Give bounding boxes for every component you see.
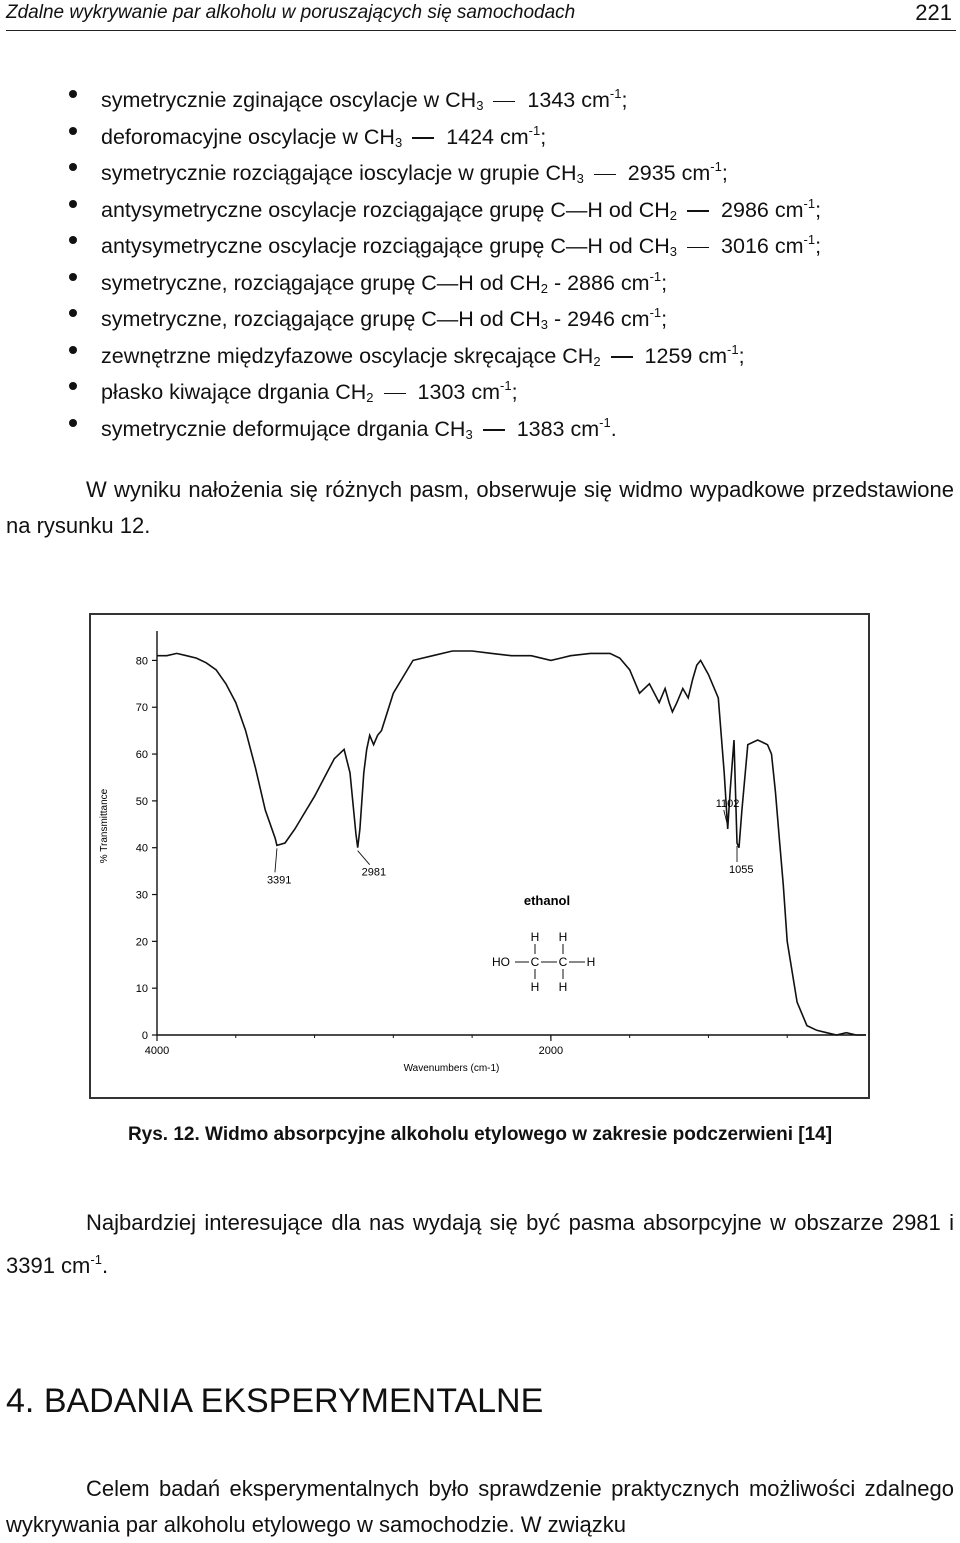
bullet-text: symetryczne, rozciągające grupę C—H od CH: [101, 307, 541, 331]
bullet-item: [0, 222, 960, 259]
bullet-item: [0, 259, 960, 296]
annotation-leader: [275, 848, 277, 872]
y-tick-label: 0: [141, 1030, 148, 1042]
section-number: 4.: [6, 1382, 35, 1420]
bullet-text: symetryczne, rozciągające grupę C—H od CH: [101, 270, 541, 295]
bullet-subscript: 3: [394, 134, 403, 150]
bullet-value: 3016 cm: [721, 234, 804, 258]
bullet-end: ;: [540, 124, 547, 149]
peak-annotations: [267, 798, 754, 886]
bullet-item: [0, 113, 960, 150]
atom-h: H: [530, 930, 540, 944]
bullet-text: symetrycznie rozciągające ioscylacje w grupie CH: [101, 161, 577, 185]
spectrum-series-line: [157, 651, 866, 1035]
annotation-label: 2981: [361, 866, 387, 879]
bullet-superscript: -1: [609, 86, 622, 101]
chart-axes: [99, 631, 866, 1074]
bullet-value: - 2946 cm: [553, 307, 650, 331]
bullet-item: [0, 186, 960, 223]
bullet-subscript: 3: [476, 98, 484, 113]
bullet-text: antysymetryczne oscylacje rozciągające grupę C—H od CH: [101, 197, 670, 222]
bullet-item: [0, 332, 960, 369]
y-tick-label: 40: [135, 842, 148, 855]
y-tick-label: 80: [135, 655, 148, 668]
y-tick-label: 70: [135, 702, 148, 715]
bullet-value: 2935 cm: [627, 161, 711, 185]
bullet-item: [0, 295, 960, 332]
atom-h: H: [530, 980, 540, 994]
bullet-superscript: -1: [500, 378, 512, 393]
annotation-label: 3391: [266, 874, 292, 887]
running-title: Zdalne wykrywanie par alkoholu w poruszających się samochodach: [6, 2, 576, 23]
y-tick-label: 30: [135, 889, 148, 902]
page-number: 221: [915, 0, 952, 25]
page-header: [6, 0, 956, 31]
dash-glyph: [483, 429, 505, 431]
bullet-value: 1424 cm: [446, 124, 529, 149]
bullet-value: 2986 cm: [721, 197, 804, 222]
dash-glyph: [611, 356, 633, 358]
paragraph-conclusion-end: .: [101, 1253, 109, 1278]
bullet-end: ;: [815, 234, 822, 258]
annotation-label: 1055: [729, 864, 754, 877]
bullet-subscript: 3: [669, 244, 678, 259]
bullet-text: płasko kiwające drgania CH: [101, 380, 367, 404]
bullet-item: [0, 368, 960, 405]
bullet-end: ;: [721, 161, 728, 185]
bullet-end: ;: [661, 307, 668, 331]
bullet-end: ;: [661, 270, 668, 295]
dash-glyph: [384, 393, 406, 395]
bullet-value: 1343 cm: [527, 88, 610, 112]
bullet-end: ;: [815, 197, 822, 222]
bullet-superscript: -1: [649, 305, 662, 320]
bullet-item: [0, 76, 960, 113]
atom-h: H: [586, 955, 596, 969]
bullet-subscript: 3: [540, 317, 548, 332]
y-tick-label: 10: [135, 983, 148, 996]
bullet-superscript: -1: [528, 122, 541, 138]
bullet-value: 1259 cm: [644, 343, 728, 368]
atom-h: H: [558, 980, 568, 994]
bullet-superscript: -1: [649, 268, 662, 284]
bullet-superscript: -1: [710, 159, 722, 174]
bullet-text: zewnętrzne międzyfazowe oscylacje skręcające CH: [101, 343, 594, 368]
paragraph-conclusion: [6, 1204, 954, 1284]
ir-spectrum-figure: [89, 613, 870, 1099]
bullet-subscript: 2: [593, 353, 601, 369]
bullet-superscript: -1: [727, 341, 739, 357]
annotation-label: 1102: [715, 797, 740, 810]
inset-title: ethanol: [523, 893, 571, 908]
bullet-text: antysymetryczne oscylacje rozciągające grupę C—H od CH: [101, 234, 670, 258]
bullet-subscript: 3: [465, 426, 473, 442]
atom-oh: HO: [492, 955, 510, 969]
bullet-end: .: [610, 416, 617, 441]
bullet-value: - 2886 cm: [553, 270, 650, 295]
paragraph-intro: W wyniku nałożenia się różnych pasm, obserwuje się widmo wypadkowe przedstawione na rysunku 12.: [6, 477, 954, 538]
paragraph-conclusion-text: Najbardziej interesujące dla nas wydają się być pasma absorpcyjne w obszarze 2981 i 3391 cm: [6, 1210, 954, 1278]
x-axis-label: Wavenumbers (cm-1): [403, 1063, 500, 1074]
figure-caption: Rys. 12. Widmo absorpcyjne alkoholu etylowego w zakresie podczerwieni [14]: [127, 1124, 833, 1145]
dash-glyph: [412, 137, 434, 139]
dash-glyph: [594, 174, 616, 176]
y-tick-label: 20: [135, 936, 148, 949]
bullet-text: symetrycznie zginające oscylacje w CH: [101, 88, 477, 112]
bullet-subscript: 3: [576, 171, 584, 186]
bullet-end: ;: [621, 88, 628, 112]
x-tick-label: 4000: [144, 1045, 170, 1057]
annotation-leader: [358, 851, 370, 865]
ethanol-structure-inset: [492, 893, 595, 994]
dash-glyph: [687, 247, 709, 249]
bullet-subscript: 2: [540, 280, 548, 296]
ir-spectrum-chart: [91, 615, 868, 1097]
atom-c: C: [530, 955, 540, 969]
atom-c: C: [558, 955, 568, 969]
y-axis-label: % Transmittance: [99, 788, 110, 864]
bullet-end: ;: [738, 343, 745, 368]
y-tick-label: 60: [135, 749, 148, 762]
bullet-superscript: -1: [803, 232, 816, 247]
bullet-end: ;: [511, 380, 518, 404]
section-heading: [6, 1382, 543, 1421]
bullet-value: 1383 cm: [516, 416, 600, 441]
atom-h: H: [558, 930, 568, 944]
dash-glyph: [493, 101, 515, 103]
dash-glyph: [687, 210, 709, 212]
paragraph-conclusion-sup: -1: [90, 1252, 102, 1267]
bullet-value: 1303 cm: [417, 380, 500, 404]
bullet-superscript: -1: [803, 195, 816, 211]
bullet-text: deforomacyjne oscylacje w CH: [101, 124, 395, 149]
bullet-item: [0, 405, 960, 442]
x-tick-label: 2000: [538, 1045, 564, 1057]
y-tick-label: 50: [135, 795, 148, 808]
bullet-item: [0, 149, 960, 186]
paragraph-section-intro: Celem badań eksperymentalnych było sprawdzenie praktycznych możliwości zdalnego wykrywania par alkoholu etylowego w samochodzie. W związku: [6, 1476, 954, 1537]
bullet-subscript: 2: [366, 390, 374, 405]
bullet-list: [0, 76, 960, 441]
bullet-superscript: -1: [599, 414, 611, 430]
bullet-text: symetrycznie deformujące drgania CH: [101, 416, 466, 441]
bullet-subscript: 2: [669, 207, 678, 223]
section-title: BADANIA EKSPERYMENTALNE: [43, 1382, 544, 1420]
